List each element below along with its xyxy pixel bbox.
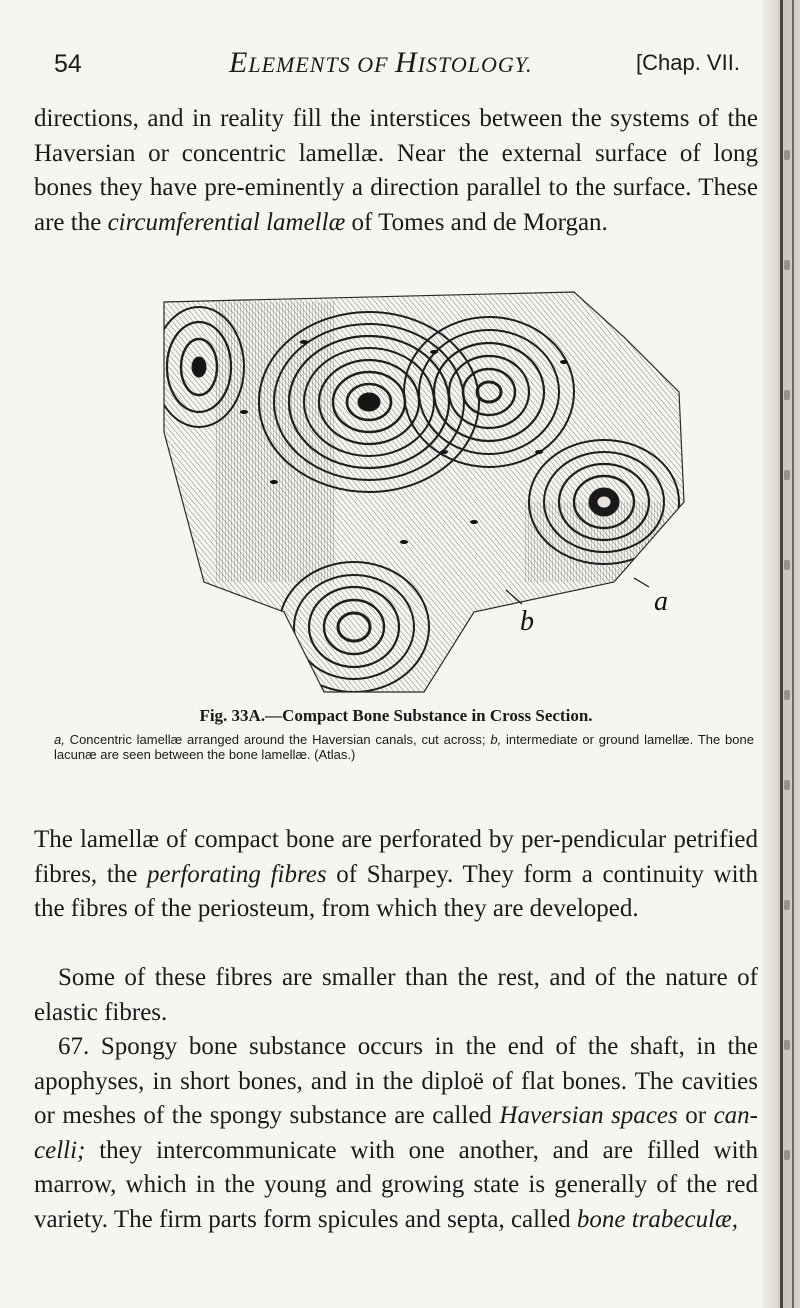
paragraph-elastic-fibres: Some of these fibres are smaller than the rest, and of the nature of elastic fibres. <box>34 964 758 1026</box>
term-circumferential-lamellae: circumferential lamellæ <box>107 208 346 236</box>
term-cancelli: can-celli; <box>34 1102 758 1164</box>
paragraph-perforating-fibres: The lamellæ of compact bone are perforated by per-pendicular petrified fibres, the perforating fibres of Sharpey. They form a continuity with the fibres of the periosteum, from which they are developed. <box>34 826 758 922</box>
chapter-marker: [Chap. VII. <box>636 50 740 75</box>
paragraph-spongy-bone: 67. Spongy bone substance occurs in the end of the shaft, in the apophyses, in short bones, and in the diploë of flat bones. The cavities or meshes of the spongy substance are called Haversian spaces or can-celli; they intercommunicate with one another, and are filled with marrow, which in the young and growing state is generally of the red variety. The firm parts form spicules and septa, called bone trabeculæ, <box>34 1033 758 1233</box>
term-perforating-fibres: perforating fibres <box>147 860 327 888</box>
bone-cross-section-illustration <box>144 282 704 694</box>
page-number: 54 <box>54 50 82 78</box>
figure-bone-cross-section <box>144 282 704 694</box>
figure-caption-title: Fig. 33A.—Compact Bone Substance in Cross Section. <box>199 706 593 725</box>
bone-tissue <box>144 282 704 694</box>
paragraph-circumferential-lamellae: directions, and in reality fill the interstices between the systems of the Haversian or concentric lamellæ. Near the external surface of long bones they have pre-eminently a direction parallel to the surface. These are the circumferential lamellæ of Tomes and de Morgan. <box>34 105 758 236</box>
term-bone-trabeculae: bone trabeculæ, <box>576 1205 738 1233</box>
running-header <box>54 46 762 86</box>
running-title: ELEMENTS OF HISTOLOGY. <box>229 46 533 79</box>
term-haversian-spaces: Haversian spaces <box>499 1102 678 1129</box>
figure-caption-legend: a, Concentric lamellæ arranged around the Haversian canals, cut across; b, intermediate or ground lamellæ. The bone lacunæ are seen between the bone lamellæ. (Atlas.) <box>54 732 754 762</box>
pointer-line-a <box>634 578 649 587</box>
binding-edge-line <box>792 0 794 1308</box>
binding-edge-line <box>780 0 783 1308</box>
figure-label-b: b <box>520 606 534 637</box>
figure-label-a: a <box>654 586 668 617</box>
